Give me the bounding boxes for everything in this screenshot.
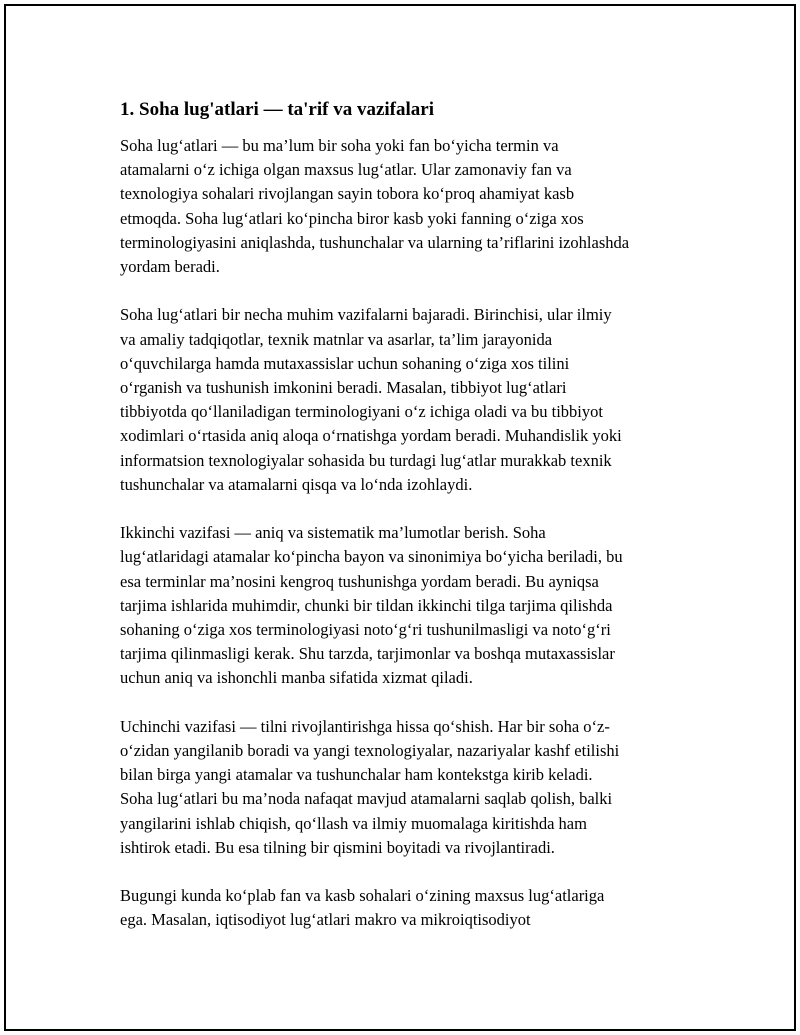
- text-line: lug‘atlaridagi atamalar ko‘pincha bayon va sinonimiya bo‘yicha beriladi, bu: [120, 547, 623, 567]
- text-line: yangilarini ishlab chiqish, qo‘llash va ilmiy muomalaga kiritishda ham: [120, 813, 587, 833]
- text-line: tushunchalar va atamalarni qisqa va lo‘nda izohlaydi.: [120, 474, 473, 494]
- text-line: Ikkinchi vazifasi — aniq va sistematik ma’lumotlar berish. Soha: [120, 523, 546, 543]
- text-line: tibbiyotda qo‘llaniladigan terminologiyani o‘z ichiga oladi va bu tibbiyot: [120, 402, 603, 422]
- text-line: ishtirok etadi. Bu esa tilning bir qismini boyitadi va rivojlantiradi.: [120, 837, 555, 857]
- text-line: tarjima ishlarida muhimdir, chunki bir tildan ikkinchi tilga tarjima qilishda: [120, 595, 613, 615]
- text-line: yordam beradi.: [120, 257, 220, 277]
- text-line: o‘zidan yangilanib boradi va yangi texnologiyalar, nazariyalar kashf etilishi: [120, 741, 620, 761]
- paragraph-current-state: [120, 884, 700, 932]
- paragraph-third-function: [120, 715, 700, 860]
- text-line: tarjima qilinmasligi kerak. Shu tarzda, tarjimonlar va boshqa mutaxassislar: [120, 644, 615, 664]
- text-line: va amaliy tadqiqotlar, texnik matnlar va asarlar, ta’lim jarayonida: [120, 329, 553, 349]
- text-line: Bugungi kunda ko‘plab fan va kasb sohalari o‘zining maxsus lug‘atlariga: [120, 886, 605, 906]
- section-heading: 1. Soha lug'atlari — ta'rif va vazifalari: [120, 99, 435, 120]
- text-line: Soha lug‘atlari — bu ma’lum bir soha yoki fan bo‘yicha termin va: [120, 136, 559, 155]
- text-line: bilan birga yangi atamalar va tushunchalar ham kontekstga kirib keladi.: [120, 765, 593, 785]
- text-line: uchun aniq va ishonchli manba sifatida xizmat qiladi.: [120, 668, 473, 688]
- document-page: [4, 4, 796, 1031]
- text-line: sohaning o‘ziga xos terminologiyasi noto‘g‘ri tushunilmasligi va noto‘g‘ri: [120, 620, 611, 640]
- text-line: o‘quvchilarga hamda mutaxassislar uchun sohaning o‘ziga xos tilini: [120, 353, 570, 373]
- text-line: informatsion texnologiyalar sohasida bu turdagi lug‘atlar murakkab texnik: [120, 450, 612, 470]
- text-line: atamalarni o‘z ichiga olgan maxsus lug‘atlar. Ular zamonaviy fan va: [120, 160, 572, 180]
- text-line: o‘rganish va tushunish imkonini beradi. Masalan, tibbiyot lug‘atlari: [120, 378, 567, 398]
- paragraph-first-function: [120, 303, 700, 497]
- text-line: texnologiya sohalari rivojlangan sayin tobora ko‘proq ahamiyat kasb: [120, 184, 575, 204]
- text-line: Soha lug‘atlari bir necha muhim vazifalarni bajaradi. Birinchisi, ular ilmiy: [120, 305, 612, 325]
- text-line: terminologiyasini aniqlashda, tushunchalar va ularning ta’riflarini izohlashda: [120, 232, 630, 252]
- document-content: [120, 98, 700, 957]
- text-line: Uchinchi vazifasi — tilni rivojlantirishga hissa qo‘shish. Har bir soha o‘z-: [120, 716, 610, 736]
- paragraph-definition: [120, 134, 700, 279]
- text-line: Soha lug‘atlari bu ma’noda nafaqat mavjud atamalarni saqlab qolish, balki: [120, 789, 613, 809]
- text-line: esa terminlar ma’nosini kengroq tushunishga yordam beradi. Bu ayniqsa: [120, 571, 599, 591]
- text-line: etmoqda. Soha lug‘atlari ko‘pincha biror kasb yoki fanning o‘ziga xos: [120, 208, 584, 228]
- text-line: ega. Masalan, iqtisodiyot lug‘atlari makro va mikroiqtisodiyot: [120, 910, 531, 930]
- paragraph-second-function: [120, 521, 700, 690]
- text-line: xodimlari o‘rtasida aniq aloqa o‘rnatishga yordam beradi. Muhandislik yoki: [120, 426, 622, 446]
